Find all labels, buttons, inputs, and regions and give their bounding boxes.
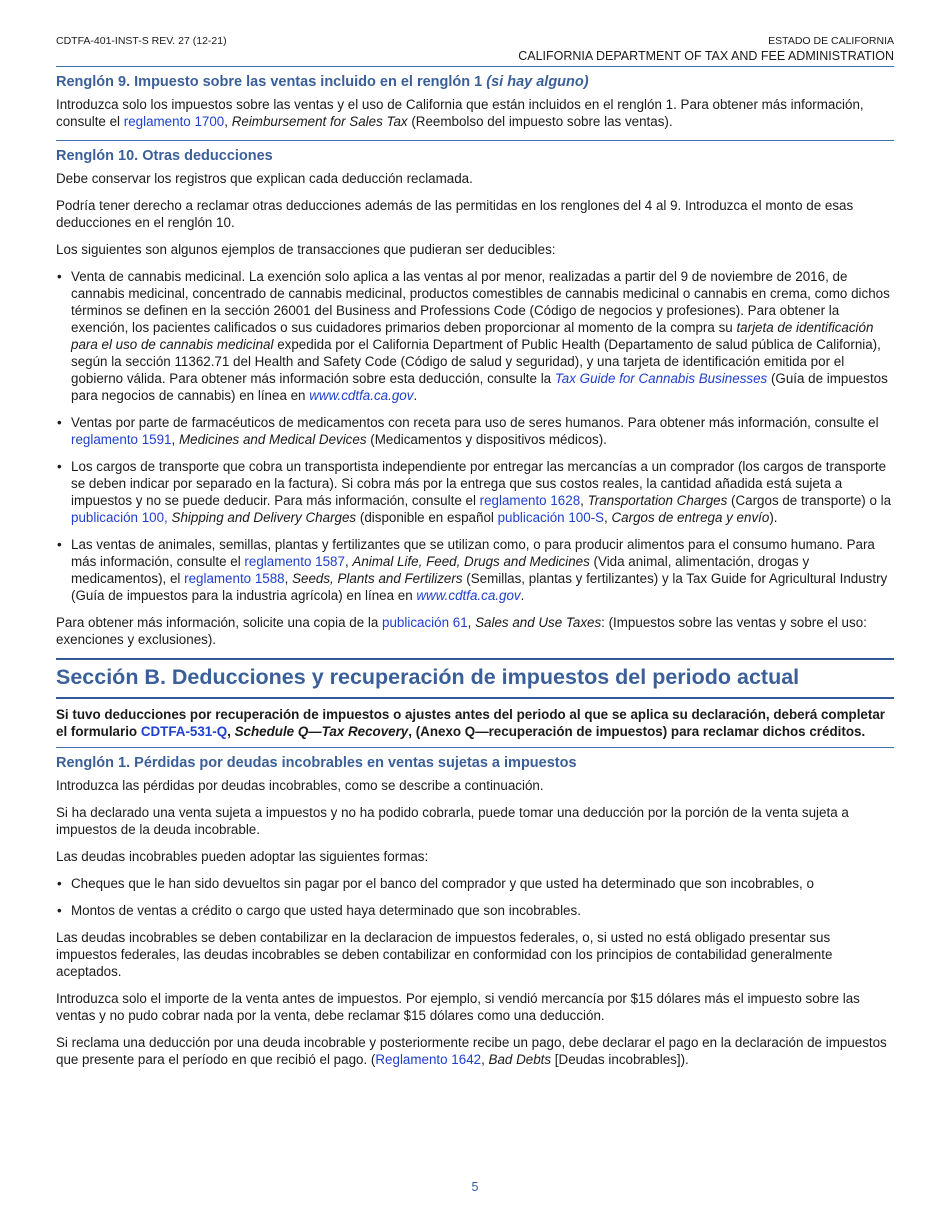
- regulation-1587-link[interactable]: reglamento 1587: [244, 554, 345, 569]
- state-name: ESTADO DE CALIFORNIA: [768, 35, 894, 47]
- divider: [56, 66, 894, 67]
- line1-paragraph: Las deudas incobrables se deben contabilizar en la declaracion de impuestos federales, o, si usted no está obligado presentar sus impuestos federales, las deudas incobrables se deben contabilizar en conformidad con los principios de contabilidad generalmente aceptados.: [56, 930, 833, 979]
- line1-paragraph: Si reclama una deducción por una deuda incobrable y posteriormente recibe un pago, debe declarar el pago en la declaración de impuestos que presente para el período en que recibió el pago. (Reglamento 1642, Bad Debts [Deudas incobrables]).: [56, 1035, 887, 1067]
- page-header: [56, 32, 894, 66]
- regulation-1588-link[interactable]: reglamento 1588: [184, 571, 285, 586]
- bullet-icon: •: [57, 459, 62, 474]
- publication-61-link[interactable]: publicación 61: [382, 615, 468, 630]
- bullet-icon: •: [57, 269, 62, 284]
- bad-debt-forms-list: [56, 875, 894, 919]
- list-item: • Montos de ventas a crédito o cargo que usted haya determinado que son incobrables.: [57, 903, 581, 918]
- divider: [56, 697, 894, 699]
- line9-heading: Renglón 9. Impuesto sobre las ventas incluido en el renglón 1 (si hay alguno): [56, 74, 589, 90]
- agency-block: [518, 35, 894, 63]
- list-item: • Ventas por parte de farmacéuticos de medicamentos con receta para uso de seres humanos. Para obtener más información, consulte el reglamento 1591, Medicines and Medical Devices (Medicamentos y dispositivos médicos).: [57, 415, 879, 447]
- regulation-1591-link[interactable]: reglamento 1591: [71, 432, 172, 447]
- line10-paragraph-examples: Los siguientes son algunos ejemplos de transacciones que pudieran ser deducibles:: [56, 242, 556, 257]
- bullet-icon: •: [57, 876, 62, 891]
- list-item: • Venta de cannabis medicinal. La exención solo aplica a las ventas al por menor, realizadas a partir del 9 de noviembre de 2016, de cannabis medicinal, concentrado de cannabis medicinal, productos comestibles de cannabis medicinal o cannabis en crema, como dichos términos se definen en la sección 26001 del Business and Professions Code (Código de negocios y profesiones). Para obtener la exención, los pacientes calificados o sus cuidadores primarios deben proporcionar al momento de la compra su tarjeta de identificación para el uso de cannabis medicinal expedida por el California Department of Public Health (Departamento de salud pública de California), según la sección 11362.71 del Health and Safety Code (Código de salud y seguridad), y una tarjeta de identificación emitida por el gobierno válida. Para obtener más información sobre esta deducción, consulte la Tax Guide for Cannabis Businesses (Guía de impuestos para negocios de cannabis) en línea en www.cdtfa.ca.gov.: [57, 269, 890, 403]
- list-item: • Las ventas de animales, semillas, plantas y fertilizantes que se utilizan como, o para producir alimentos para el consumo humano. Para más información, consulte el reglamento 1587, Animal Life, Feed, Drugs and Medicines (Vida animal, alimentación, drogas y medicamentos), el reglamento 1588, Seeds, Plants and Fertilizers (Semillas, plantas y fertilizantes) y la Tax Guide for Agricultural Industry (Guía de impuestos para la industria agrícola) en línea en www.cdtfa.ca.gov.: [57, 537, 888, 603]
- line1-paragraph: Introduzca las pérdidas por deudas incobrables, como se describe a continuación.: [56, 778, 544, 793]
- divider: [56, 140, 894, 141]
- publication-100s-link[interactable]: publicación 100-S: [497, 510, 605, 525]
- form-id: CDTFA-401-INST-S REV. 27 (12-21): [56, 35, 227, 47]
- regulation-1628-link[interactable]: reglamento 1628: [479, 493, 581, 508]
- page-number: 5: [471, 1180, 479, 1194]
- bullet-icon: •: [57, 903, 62, 918]
- cannabis-tax-guide-link[interactable]: Tax Guide for Cannabis Businesses: [554, 371, 768, 386]
- line10-paragraph-other: Podría tener derecho a reclamar otras deducciones además de las permitidas en los renglones del 4 al 9. Introduzca el monto de esas deducciones en el renglón 10.: [56, 198, 854, 230]
- cdtfa-website-link[interactable]: www.cdtfa.ca.gov: [309, 388, 414, 403]
- bullet-icon: •: [57, 415, 62, 430]
- line1-paragraph: Introduzca solo el importe de la venta antes de impuestos. Por ejemplo, si vendió mercancía por $15 dólares más el impuesto sobre las ventas y no pudo cobrar nada por la venta, debe reclamar $15 dólares como una deducción.: [56, 991, 860, 1023]
- publication-100-link[interactable]: publicación 100,: [71, 510, 168, 525]
- line1-paragraph: Si ha declarado una venta sujeta a impuestos y no ha podido cobrarla, puede tomar una deducción por la porción de la venta sujeta a impuestos de la deuda incobrable.: [56, 805, 849, 837]
- line10-paragraph-records: Debe conservar los registros que explican cada deducción reclamada.: [56, 171, 473, 186]
- regulation-1700-link[interactable]: reglamento 1700: [123, 114, 225, 129]
- deduction-examples-list: [56, 268, 894, 604]
- line9-paragraph: Introduzca solo los impuestos sobre las ventas y el uso de California que están incluidos en el renglón 1. Para obtener más información, consulte el reglamento 1700, Reimbursement for Sales Tax (Reembolso del impuesto sobre las ventas).: [56, 97, 864, 129]
- line10-heading: Renglón 10. Otras deducciones: [56, 148, 273, 164]
- cdtfa-531q-link[interactable]: CDTFA-531-Q: [140, 724, 228, 739]
- bullet-icon: •: [57, 537, 62, 552]
- cdtfa-website-link[interactable]: www.cdtfa.ca.gov: [416, 588, 521, 603]
- section-b-intro: Si tuvo deducciones por recuperación de impuestos o ajustes antes del periodo al que se aplica su declaración, deberá completar el formulario CDTFA-531-Q, Schedule Q—Tax Recovery, (Anexo Q—recuperación de impuestos) para reclamar dichos créditos.: [56, 707, 885, 739]
- line10-paragraph-publication: Para obtener más información, solicite una copia de la publicación 61, Sales and Use Taxes: (Impuestos sobre las ventas y sobre el uso: exenciones y exclusiones).: [56, 615, 867, 647]
- department-name: CALIFORNIA DEPARTMENT OF TAX AND FEE ADMINISTRATION: [518, 49, 894, 63]
- list-item: • Cheques que le han sido devueltos sin pagar por el banco del comprador y que usted ha determinado que son incobrables, o: [57, 876, 814, 891]
- divider: [56, 658, 894, 660]
- line1-paragraph: Las deudas incobrables pueden adoptar las siguientes formas:: [56, 849, 429, 864]
- divider: [56, 747, 894, 748]
- section-b-heading: Sección B. Deducciones y recuperación de impuestos del periodo actual: [56, 665, 800, 689]
- list-item: • Los cargos de transporte que cobra un transportista independiente por entregar las mercancías a un comprador (los cargos de transporte se deben indicar por separado en la factura). Si cobra más por la entrega que sus costos reales, la cantidad añadida está sujeta a impuestos y no se puede deducir. Para más información, consulte el reglamento 1628, Transportation Charges (Cargos de transporte) o la publicación 100, Shipping and Delivery Charges (disponible en español publicación 100-S, Cargos de entrega y envío).: [57, 459, 892, 525]
- line1-heading: Renglón 1. Pérdidas por deudas incobrables en ventas sujetas a impuestos: [56, 755, 577, 771]
- document-page: [56, 32, 894, 1078]
- regulation-1642-link[interactable]: Reglamento 1642: [375, 1052, 482, 1067]
